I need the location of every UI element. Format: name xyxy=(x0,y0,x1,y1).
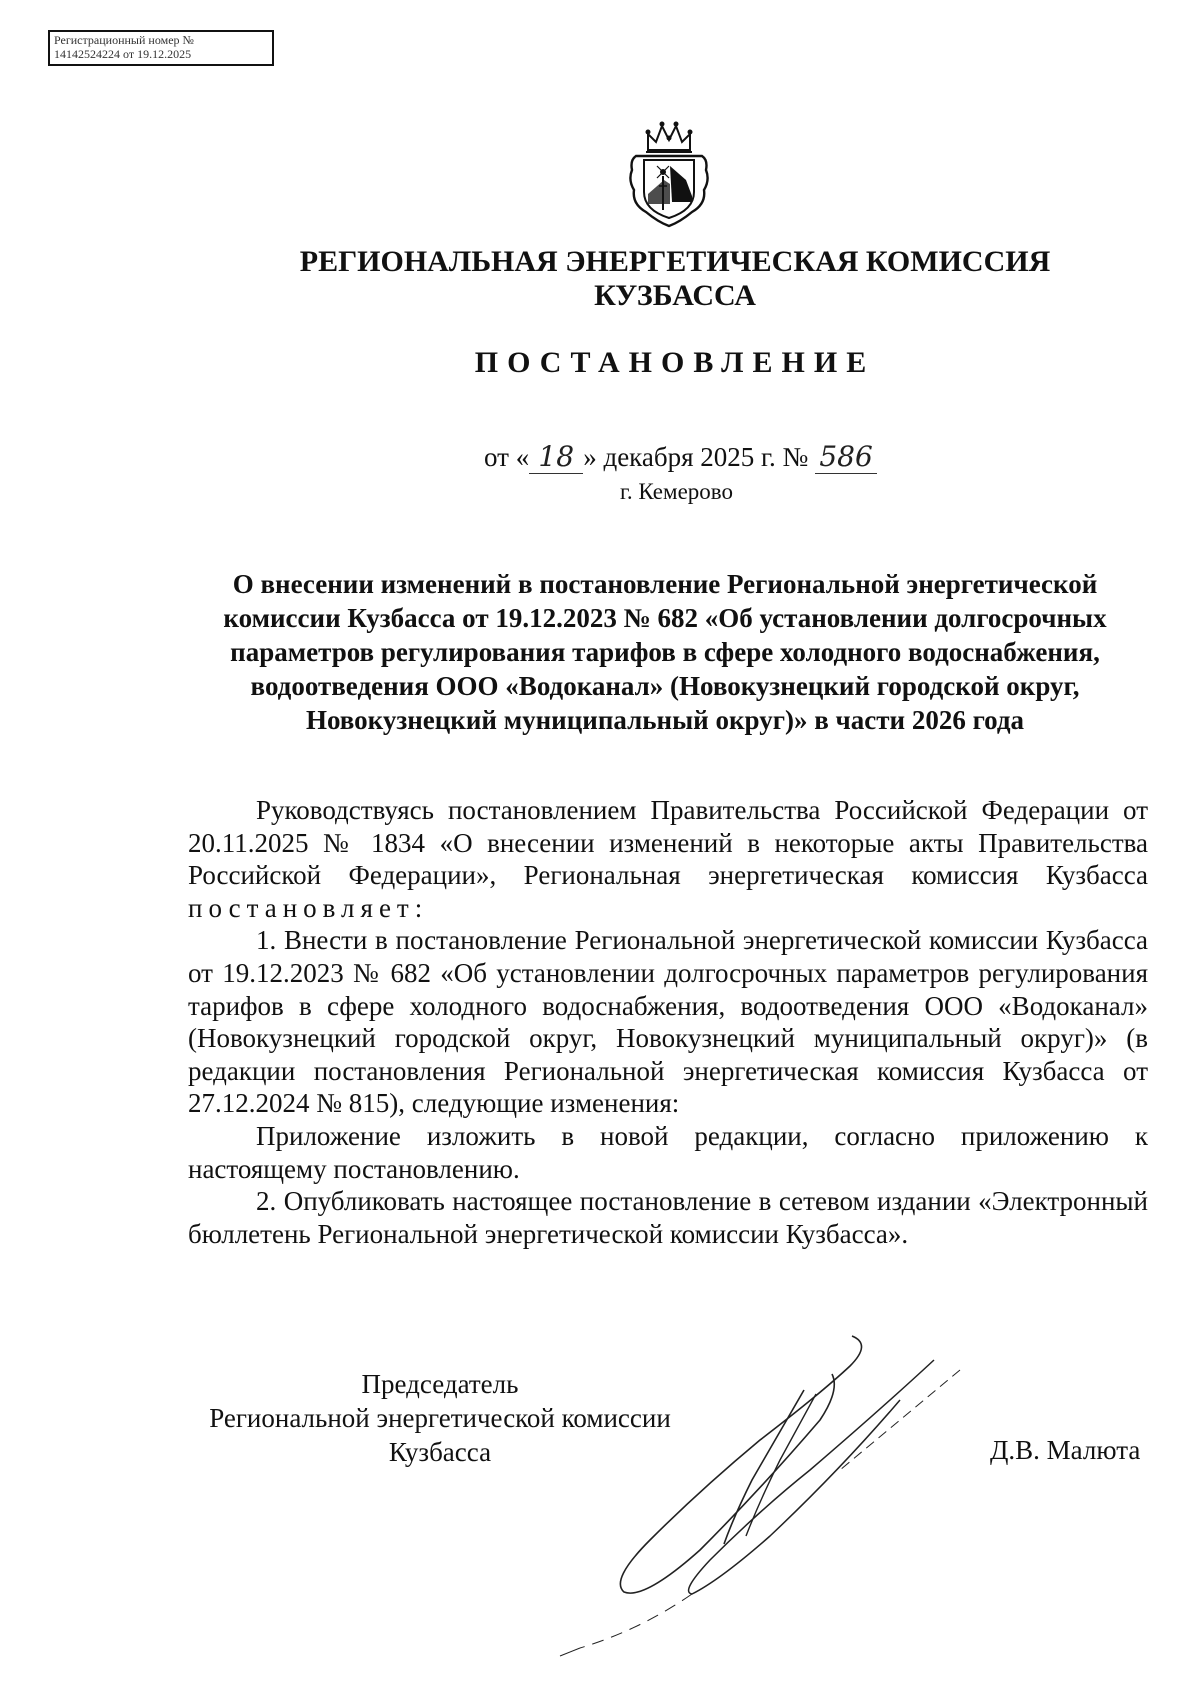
subject-line5: Новокузнецкий муниципальный округ)» в части 2026 года xyxy=(305,705,1025,735)
position-line3: Кузбасса xyxy=(388,1437,492,1467)
decree-word: постановляет: xyxy=(188,892,429,923)
kuzbass-coat-of-arms-icon xyxy=(626,120,712,230)
date-prefix: от « xyxy=(484,442,530,472)
signatory-name: Д.В. Малюта xyxy=(990,1435,1141,1465)
paragraph-item-1: 1. Внести в постановление Региональной энергетической комиссии Кузбасса от 19.12.2023 № 682 «Об установлении долгосрочных параметров регулирования тарифов в сфере холодного водоснабжения, водоотведения ООО «Водоканал» (Новокузнецкий городской округ, Новокузнецкий муниципальный округ)» (в редакции постановления Региональной энергетическая комиссия Кузбасса от 27.12.2024 № 815), следующие изменения: xyxy=(188,925,1148,1119)
registration-stamp-line1: Регистрационный номер № xyxy=(54,33,194,47)
body-text xyxy=(188,794,1148,1250)
paragraph-preamble xyxy=(188,794,1148,924)
position-line1: Председатель xyxy=(361,1369,519,1399)
subject-heading xyxy=(170,567,1160,737)
registration-stamp-line2: 14142524224 от 19.12.2025 xyxy=(54,47,192,61)
date-line xyxy=(484,440,877,474)
document-type: ПОСТАНОВЛЕНИЕ xyxy=(474,346,876,379)
subject-line4: водоотведения ООО «Водоканал» (Новокузнецкий городской округ, xyxy=(250,671,1080,701)
organization-title-line2: КУЗБАССА xyxy=(594,279,756,312)
city: г. Кемерово xyxy=(620,479,733,504)
subject-line3: параметров регулирования тарифов в сфере холодного водоснабжения, xyxy=(230,637,1100,667)
organization-title-line1: РЕГИОНАЛЬНАЯ ЭНЕРГЕТИЧЕСКАЯ КОМИССИЯ xyxy=(299,245,1051,278)
handwritten-signature xyxy=(520,1330,1040,1660)
date-middle: » декабря 2025 г. № xyxy=(583,442,816,472)
handwritten-number: 586 xyxy=(815,440,877,474)
organization-title xyxy=(200,245,1150,313)
preamble-text: Руководствуясь постановлением Правительства Российской Федерации от 20.11.2025 № 1834 «О внесении изменений в некоторые акты Правительства Российской Федерации», Региональная энергетическая комиссия Кузбасса xyxy=(188,795,1148,891)
subject-line1: О внесении изменений в постановление Региональной энергетической xyxy=(232,569,1098,599)
position-line2: Региональной энергетической комиссии xyxy=(209,1403,671,1433)
registration-stamp xyxy=(48,30,274,66)
paragraph-appendix: Приложение изложить в новой редакции, согласно приложению к настоящему постановлению. xyxy=(188,1120,1148,1184)
handwritten-day: 18 xyxy=(529,440,583,474)
paragraph-item-2: 2. Опубликовать настоящее постановление в сетевом издании «Электронный бюллетень Региональной энергетической комиссии Кузбасса». xyxy=(188,1186,1148,1249)
subject-line2: комиссии Кузбасса от 19.12.2023 № 682 «Об установлении долгосрочных xyxy=(223,603,1107,633)
